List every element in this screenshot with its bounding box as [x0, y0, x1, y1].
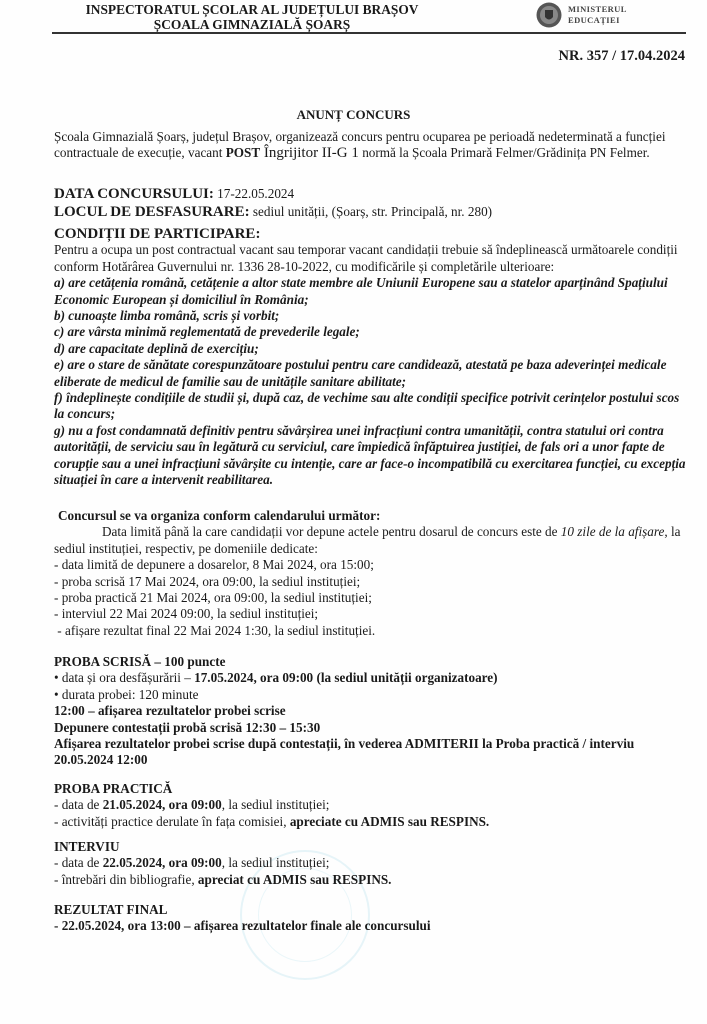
written-test-section	[54, 654, 686, 769]
ministry-line2: EDUCAȚIEI	[568, 14, 620, 25]
practical-date: 21.05.2024, ora 09:00	[102, 797, 222, 813]
written-date-label: • data și ora desfășurării –	[54, 670, 195, 686]
date-value: 17-22.05.2024	[213, 186, 295, 201]
calendar-item: - interviul 22 Mai 2024 09:00, la sediul instituției;	[54, 606, 319, 622]
document-number: NR. 357 / 17.04.2024	[558, 48, 685, 64]
interview-heading: INTERVIU	[54, 839, 120, 854]
practical-date-prefix: - data de	[54, 797, 103, 813]
condition-item: d) are capacitate deplină de exercițiu;	[54, 340, 259, 356]
interview-grading: apreciat cu ADMIS sau RESPINS.	[197, 871, 392, 887]
document-title: ANUNȚ CONCURS	[296, 107, 411, 122]
school-name: ȘCOALA GIMNAZIALĂ ȘOARȘ	[153, 17, 351, 32]
condition-item: g) nu a fost condamnată definitiv pentru săvârșirea unei infracțiuni contra umanității, contra statului ori contra autorității, de serviciu sau în legătură cu serviciul, care împiedică înfăptuirea justiției, de fals ori a unor fapte de corupție sau a unei infracțiuni săvârșite cu intenție, care ar face-o incompatibilă cu exercitarea funcției, cu excepția situației în care a intervenit reabilitarea.	[54, 422, 686, 488]
calendar-deadline: 10 zile de la afișare	[560, 524, 665, 540]
practical-test-section	[54, 781, 686, 830]
final-result-section	[54, 902, 686, 935]
interview-date-prefix: - data de	[54, 855, 103, 871]
written-final-results: Afișarea rezultatelor probei scrise după contestații, în vederea ADMITERII la Proba practică / interviu 20.05.2024 12:00	[54, 736, 635, 768]
ministry-name	[568, 4, 627, 25]
written-duration: • durata probei: 120 minute	[54, 686, 199, 702]
practical-activities: - activități practice derulate în fața comisiei,	[54, 813, 290, 829]
date-label: DATA CONCURSULUI:	[54, 186, 214, 202]
conditions-heading: CONDIȚII DE PARTICIPARE:	[54, 226, 261, 242]
calendar-intro: Data limită până la care candidații vor depune actele pentru dosarul de concurs este de	[102, 524, 561, 540]
condition-item: b) cunoaște limba română, scris și vorbit;	[54, 308, 280, 324]
interview-date: 22.05.2024, ora 09:00	[102, 855, 222, 871]
calendar-item: - afișare rezultat final 22 Mai 2024 1:30, la sediul instituției.	[54, 622, 376, 638]
header-divider	[52, 32, 686, 34]
contest-details	[54, 185, 686, 221]
written-date-value: 17.05.2024, ora 09:00 (la sediul unității organizatoare)	[194, 670, 498, 686]
practical-place: , la sediul instituției;	[221, 797, 330, 813]
conditions-intro: Pentru a ocupa un post contractual vacant sau temporar vacant candidații trebuie să îndeplinească următoarele condiții conform Hotărârea Guvernului nr. 1336 28-10-2022, cu modificările și completările ulterioare:	[54, 242, 678, 274]
written-results: 12:00 – afișarea rezultatelor probei scrise	[54, 703, 286, 719]
intro-text: Școala Gimnazială Șoarș, județul Brașov, organizează concurs pentru ocuparea pe perioadă nedeterminată a funcției contractuale de execuție, vacant	[54, 129, 666, 161]
interview-questions: - întrebări din bibliografie,	[54, 871, 198, 887]
condition-item: c) are vârsta minimă reglementată de prevederile legale;	[54, 324, 360, 340]
post-name: Îngrijitor II-G 1	[260, 145, 359, 162]
calendar-item: - proba scrisă 17 Mai 2024, ora 09:00, la sediul instituției;	[54, 573, 361, 589]
header-institution	[52, 2, 452, 32]
conditions-section	[54, 226, 686, 489]
final-line: - 22.05.2024, ora 13:00 – afișarea rezultatelor finale ale concursului	[54, 918, 431, 934]
post-label: POST	[225, 145, 261, 161]
intro-text-end: normă la Școala Primară Felmer/Grădinița PN Felmer.	[358, 145, 650, 161]
condition-item: a) are cetățenia română, cetățenie a altor state membre ale Uniunii Europene sau a statelor aparținând Spațiului Economic European și domiciliul în România;	[54, 275, 668, 307]
calendar-section	[54, 508, 686, 639]
interview-section	[54, 839, 686, 888]
written-appeals: Depunere contestații probă scrisă 12:30 – 15:30	[54, 719, 321, 735]
intro-paragraph	[54, 129, 686, 162]
practical-grading: apreciate cu ADMIS sau RESPINS.	[289, 813, 490, 829]
final-heading: REZULTAT FINAL	[54, 902, 168, 917]
place-label: LOCUL DE DESFASURARE:	[54, 204, 250, 220]
place-value: sediul unității, (Șoarș, str. Principală, nr. 280)	[249, 204, 493, 219]
written-heading: PROBA SCRISĂ – 100 puncte	[54, 654, 226, 669]
inspectorate-name: INSPECTORATUL ȘCOLAR AL JUDEȚULUI BRAȘOV	[85, 2, 419, 17]
practical-heading: PROBA PRACTICĂ	[54, 781, 173, 796]
calendar-intro-end: , la sediul instituției, respectiv, pe domeniile dedicate:	[54, 524, 681, 556]
ministry-line1: MINISTERUL	[568, 4, 627, 14]
calendar-heading: Concursul se va organiza conform calendarului următor:	[58, 508, 381, 523]
condition-item: e) are o stare de sănătate corespunzătoare postului pentru care candidează, atestată pe baza adeverinței medicale eliberate de medicul de familie sau de unitățile sanitare abilitate;	[54, 357, 667, 389]
interview-place: , la sediul instituției;	[221, 855, 330, 871]
ministry-crest-icon	[536, 2, 562, 28]
condition-item: f) îndeplinește condițiile de studii și, după caz, de vechime sau alte condiții specifice potrivit cerințelor postului scos la concurs;	[54, 390, 680, 422]
calendar-item: - proba practică 21 Mai 2024, ora 09:00, la sediul instituției;	[54, 590, 372, 606]
calendar-item: - data limită de depunere a dosarelor, 8 Mai 2024, ora 15:00;	[54, 557, 374, 573]
